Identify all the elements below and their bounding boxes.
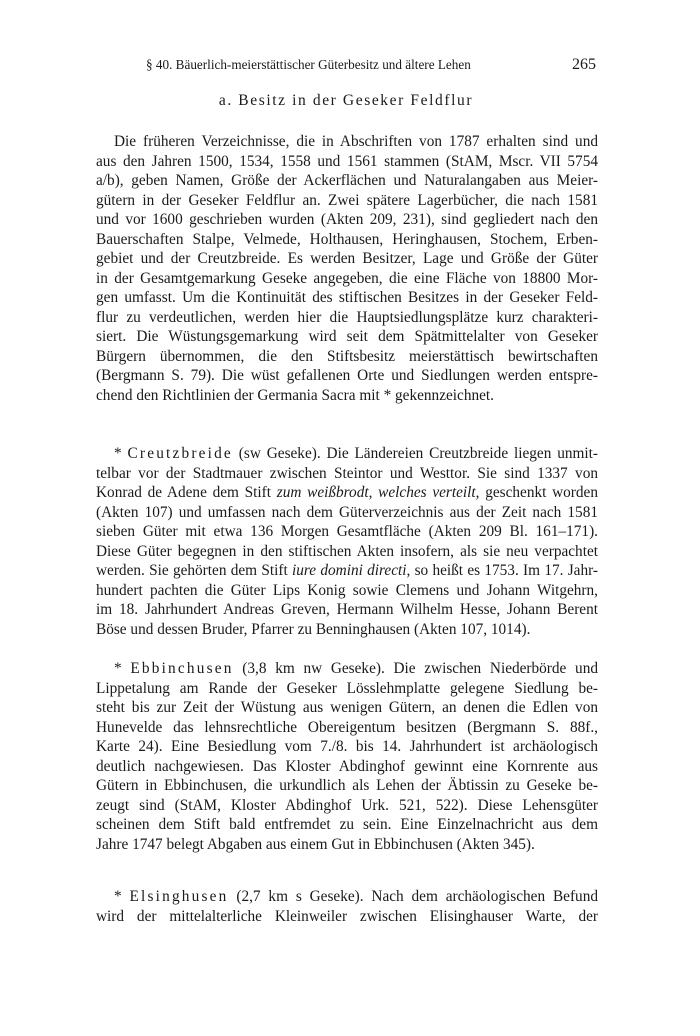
- text-line: deutlich nachgewiesen. Das Kloster Abdinghof gewinnt eine Kornrente aus: [96, 757, 598, 775]
- place-name: Ebbinchusen: [130, 660, 234, 677]
- text-line: telbar vor der Stadtmauer zwischen Steintor und Westtor. Sie sind 1337 von: [96, 464, 598, 482]
- text-line: gen umfasst. Um die Kontinuität des stiftischen Besitzes in der Geseker Feld-: [96, 289, 598, 306]
- text-line: Gütern in Ebbinchusen, die urkundlich als Lehen der Äbtissin zu Geseke be-: [96, 777, 598, 794]
- text-line: Jahre 1747 belegt Abgaben aus einem Gut in Ebbinchusen (Akten 345).: [96, 835, 535, 853]
- text-line: chend den Richtlinien der Germania Sacra mit * gekennzeichnet.: [96, 386, 494, 404]
- text-line: Bauerschaften Stalpe, Velmede, Holthausen, Heringhausen, Stochem, Erben-: [96, 230, 598, 248]
- text-fragment: so heißt es 1753. Im 17. Jahr-: [410, 562, 598, 579]
- text-line: * Creutzbreide (sw Geseke). Die Ländereien Creutzbreide liegen unmit-: [114, 445, 598, 462]
- paragraph-ebbinchusen: [96, 659, 598, 854]
- text-line: Die früheren Verzeichnisse, die in Abschriften von 1787 erhalten sind und: [114, 133, 598, 150]
- text-line: gebiet und der Creutzbreide. Es werden Besitzer, Lage und Größe der Güter: [96, 250, 598, 267]
- page-number: 265: [572, 56, 596, 73]
- text-fragment: geschenkt worden: [479, 484, 598, 501]
- place-name: Creutzbreide: [127, 445, 233, 462]
- text-line: hundert pachten die Güter Lips Konig sowie Clemens und Johann Witgehrn,: [96, 581, 598, 599]
- text-line: [96, 483, 598, 503]
- text-line: Lippetalung am Rande der Geseker Lösslehmplatte gelegene Siedlung be-: [96, 679, 598, 697]
- text-line: in der Gesamtgemarkung Geseke angegeben, die eine Fläche von 18800 Mor-: [96, 269, 598, 287]
- text-line: (Bergmann S. 79). Die wüst gefallenen Orte und Siedlungen werden entspre-: [96, 367, 598, 384]
- text-line: Bürgern übernommen, die den Stiftsbesitz meierstättisch bewirtschaften: [96, 347, 598, 365]
- text-line: siert. Die Wüstungsgemarkung wird seit dem Spätmittelalter von Geseker: [96, 328, 598, 345]
- text-line: (Akten 107) und umfassen nach dem Güterverzeichnis aus der Zeit nach 1581: [96, 503, 598, 521]
- text-fragment: (sw Geseke). Die Ländereien Creutzbreide liegen unmit-: [232, 445, 598, 462]
- running-head: [96, 56, 596, 76]
- paragraph-intro: [96, 132, 598, 405]
- quoted-phrase: iure domini directi,: [292, 562, 411, 579]
- text-line: im 18. Jahrhundert Andreas Greven, Hermann Wilhelm Hesse, Johann Berent: [96, 601, 598, 618]
- text-line: scheinen dem Stift bald entfremdet zu sein. Eine Einzelnachricht aus dem: [96, 816, 598, 833]
- text-line: [96, 561, 598, 581]
- text-fragment: Konrad de Adene dem Stift: [96, 484, 277, 501]
- text-line: gütern in der Geseker Feldflur an. Zwei spätere Lagerbücher, die nach 1581: [96, 191, 598, 209]
- place-name: Elsinghusen: [129, 888, 229, 905]
- quoted-phrase: zum weißbrodt, welches verteilt,: [276, 484, 480, 501]
- text-line: flur zu verdeutlichen, werden hier die Hauptsiedlungsplätze kurz charakteri-: [96, 308, 598, 326]
- paragraph-elsinghusen: [96, 887, 598, 926]
- section-heading: a. Besitz in der Geseker Feldflur: [218, 92, 474, 109]
- text-fragment: (3,8 km nw Geseke). Die zwischen Niederbörde und: [233, 660, 598, 677]
- text-line: aus den Jahren 1500, 1534, 1558 und 1561 stammen (StAM, Mscr. VII 5754: [96, 152, 598, 170]
- text-line: steht bis zur Zeit der Wüstung aus wenigen Gütern, an denen die Edlen von: [96, 699, 598, 716]
- text-line: * Ebbinchusen (3,8 km nw Geseke). Die zwischen Niederbörde und: [114, 660, 598, 677]
- paragraph-creutzbreide: [96, 444, 598, 639]
- text-fragment: werden. Sie gehörten dem Stift: [96, 562, 292, 579]
- text-line: sieben Güter mit etwa 136 Morgen Gesamtfläche (Akten 209 Bl. 161–171).: [96, 523, 598, 540]
- text-line: zeugt sind (StAM, Kloster Abdinghof Urk. 521, 522). Diese Lehensgüter: [96, 796, 598, 814]
- text-line: a/b), geben Namen, Größe der Ackerflächen und Naturalangaben aus Meier-: [96, 172, 598, 189]
- running-head-title: § 40. Bäuerlich-meierstättischer Güterbesitz und ältere Lehen: [146, 57, 471, 72]
- text-line: Karte 24). Eine Besiedlung vom 7./8. bis 14. Jahrhundert ist archäologisch: [96, 738, 598, 755]
- text-line: * Elsinghusen (2,7 km s Geseke). Nach dem archäologischen Befund: [114, 888, 598, 905]
- text-line: Hunevelde das lehnsrechtliche Obereigentum besitzen (Bergmann S. 88f.,: [96, 718, 598, 736]
- text-fragment: (2,7 km s Geseke). Nach dem archäologischen Befund: [228, 888, 598, 905]
- text-line: Böse und dessen Bruder, Pfarrer zu Benninghausen (Akten 107, 1014).: [96, 620, 531, 638]
- text-line: Diese Güter begegnen in den stiftischen Akten insofern, als sie neu verpachtet: [96, 542, 598, 560]
- text-line: wird der mittelalterliche Kleinweiler zwischen Elisinghauser Warte, der: [96, 907, 598, 925]
- text-line: und vor 1600 geschrieben wurden (Akten 209, 231), sind gegliedert nach den: [96, 211, 598, 228]
